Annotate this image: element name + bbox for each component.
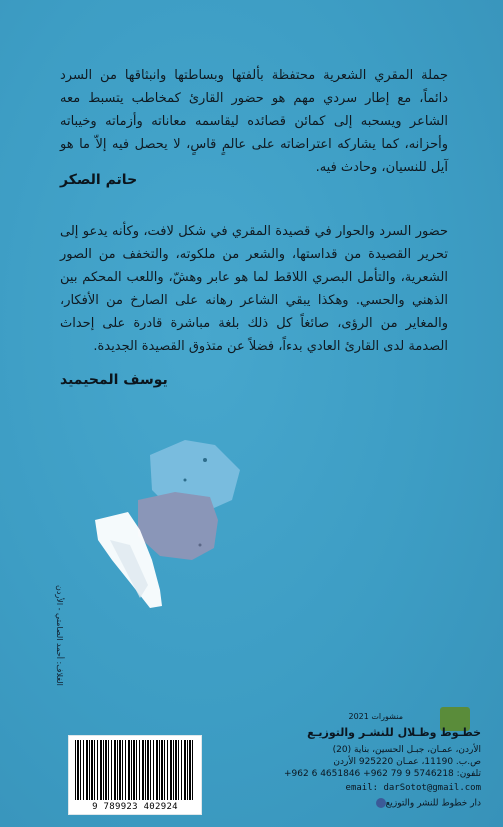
publisher-social (373, 798, 481, 809)
publisher-email: email: darSotot@gmail.com (345, 783, 481, 793)
publisher-address-line1: الأردن، عمـان، جبـل الحسين، بناية (20) (332, 745, 481, 755)
publisher-social-label: دار خطوط للنشر والتوزيع (385, 798, 481, 809)
publisher-address-line2: ص.ب. 11190، عمـان 925220 الأردن (333, 757, 481, 767)
blurb-paragraph-1: جملة المقري الشعرية محتفظة بألفتها وبساطتها وانبثاقها من السرد دائماً، مع إطار سردي مهم هو حضور القارئ كمخاطب يتسبط معه الشاعر ويسحبه إلى كمائن قصائده ليقاسمه معاناته وأزماته وخيباته وأحزانه، كما يشاركه اعتراضاته على عالمٍ قاسٍ، لا يحصل فيه إلاّ ما هو آيل للنسيان، وحادث فيه. (60, 68, 448, 175)
art-shape-grey (138, 492, 218, 560)
blurb-paragraph-2: حضور السرد والحوار في قصيدة المقري في شكل لافت، وكأنه يدعو إلى تحرير القصيدة من قداستها، والشعر من ملكوته، والتخفف من الصور الشعرية، والتأمل البصري اللاقط لما هو عابر وهشّ، واللعب المحكم بين الذهني والحسي. وهكذا يبقي الشاعر رهانه على الصارخ من الأفكار، والمغاير من الرؤى، صائغاً كل ذلك بلغة مباشرة قادرة على إحداث الصدمة لدى القارئ العادي بدءاً، فضلاً عن متذوق القصيدة الجديدة. (60, 224, 448, 354)
blurb-author-2: يوسف المحيميد (60, 372, 168, 388)
art-speck (203, 458, 207, 462)
publisher-name: خطـوط وظـلال للنشـر والتوزيـع (307, 726, 481, 739)
publisher-phone: تلفون: 5746218 9 79 962+ 4651846 6 962+ (283, 769, 481, 779)
art-speck (184, 479, 187, 482)
facebook-icon (376, 798, 386, 808)
blurb-author-1: حاتم الصكر (60, 172, 138, 188)
art-speck (199, 544, 202, 547)
barcode-bars (75, 740, 195, 800)
isbn-digits: 9 789923 402924 (92, 802, 178, 812)
isbn-barcode (68, 735, 202, 815)
publication-year: منشورات 2021 (348, 712, 403, 721)
artwork-credit: الغلاف: أحمد الصامتي - الأردن (55, 585, 64, 686)
